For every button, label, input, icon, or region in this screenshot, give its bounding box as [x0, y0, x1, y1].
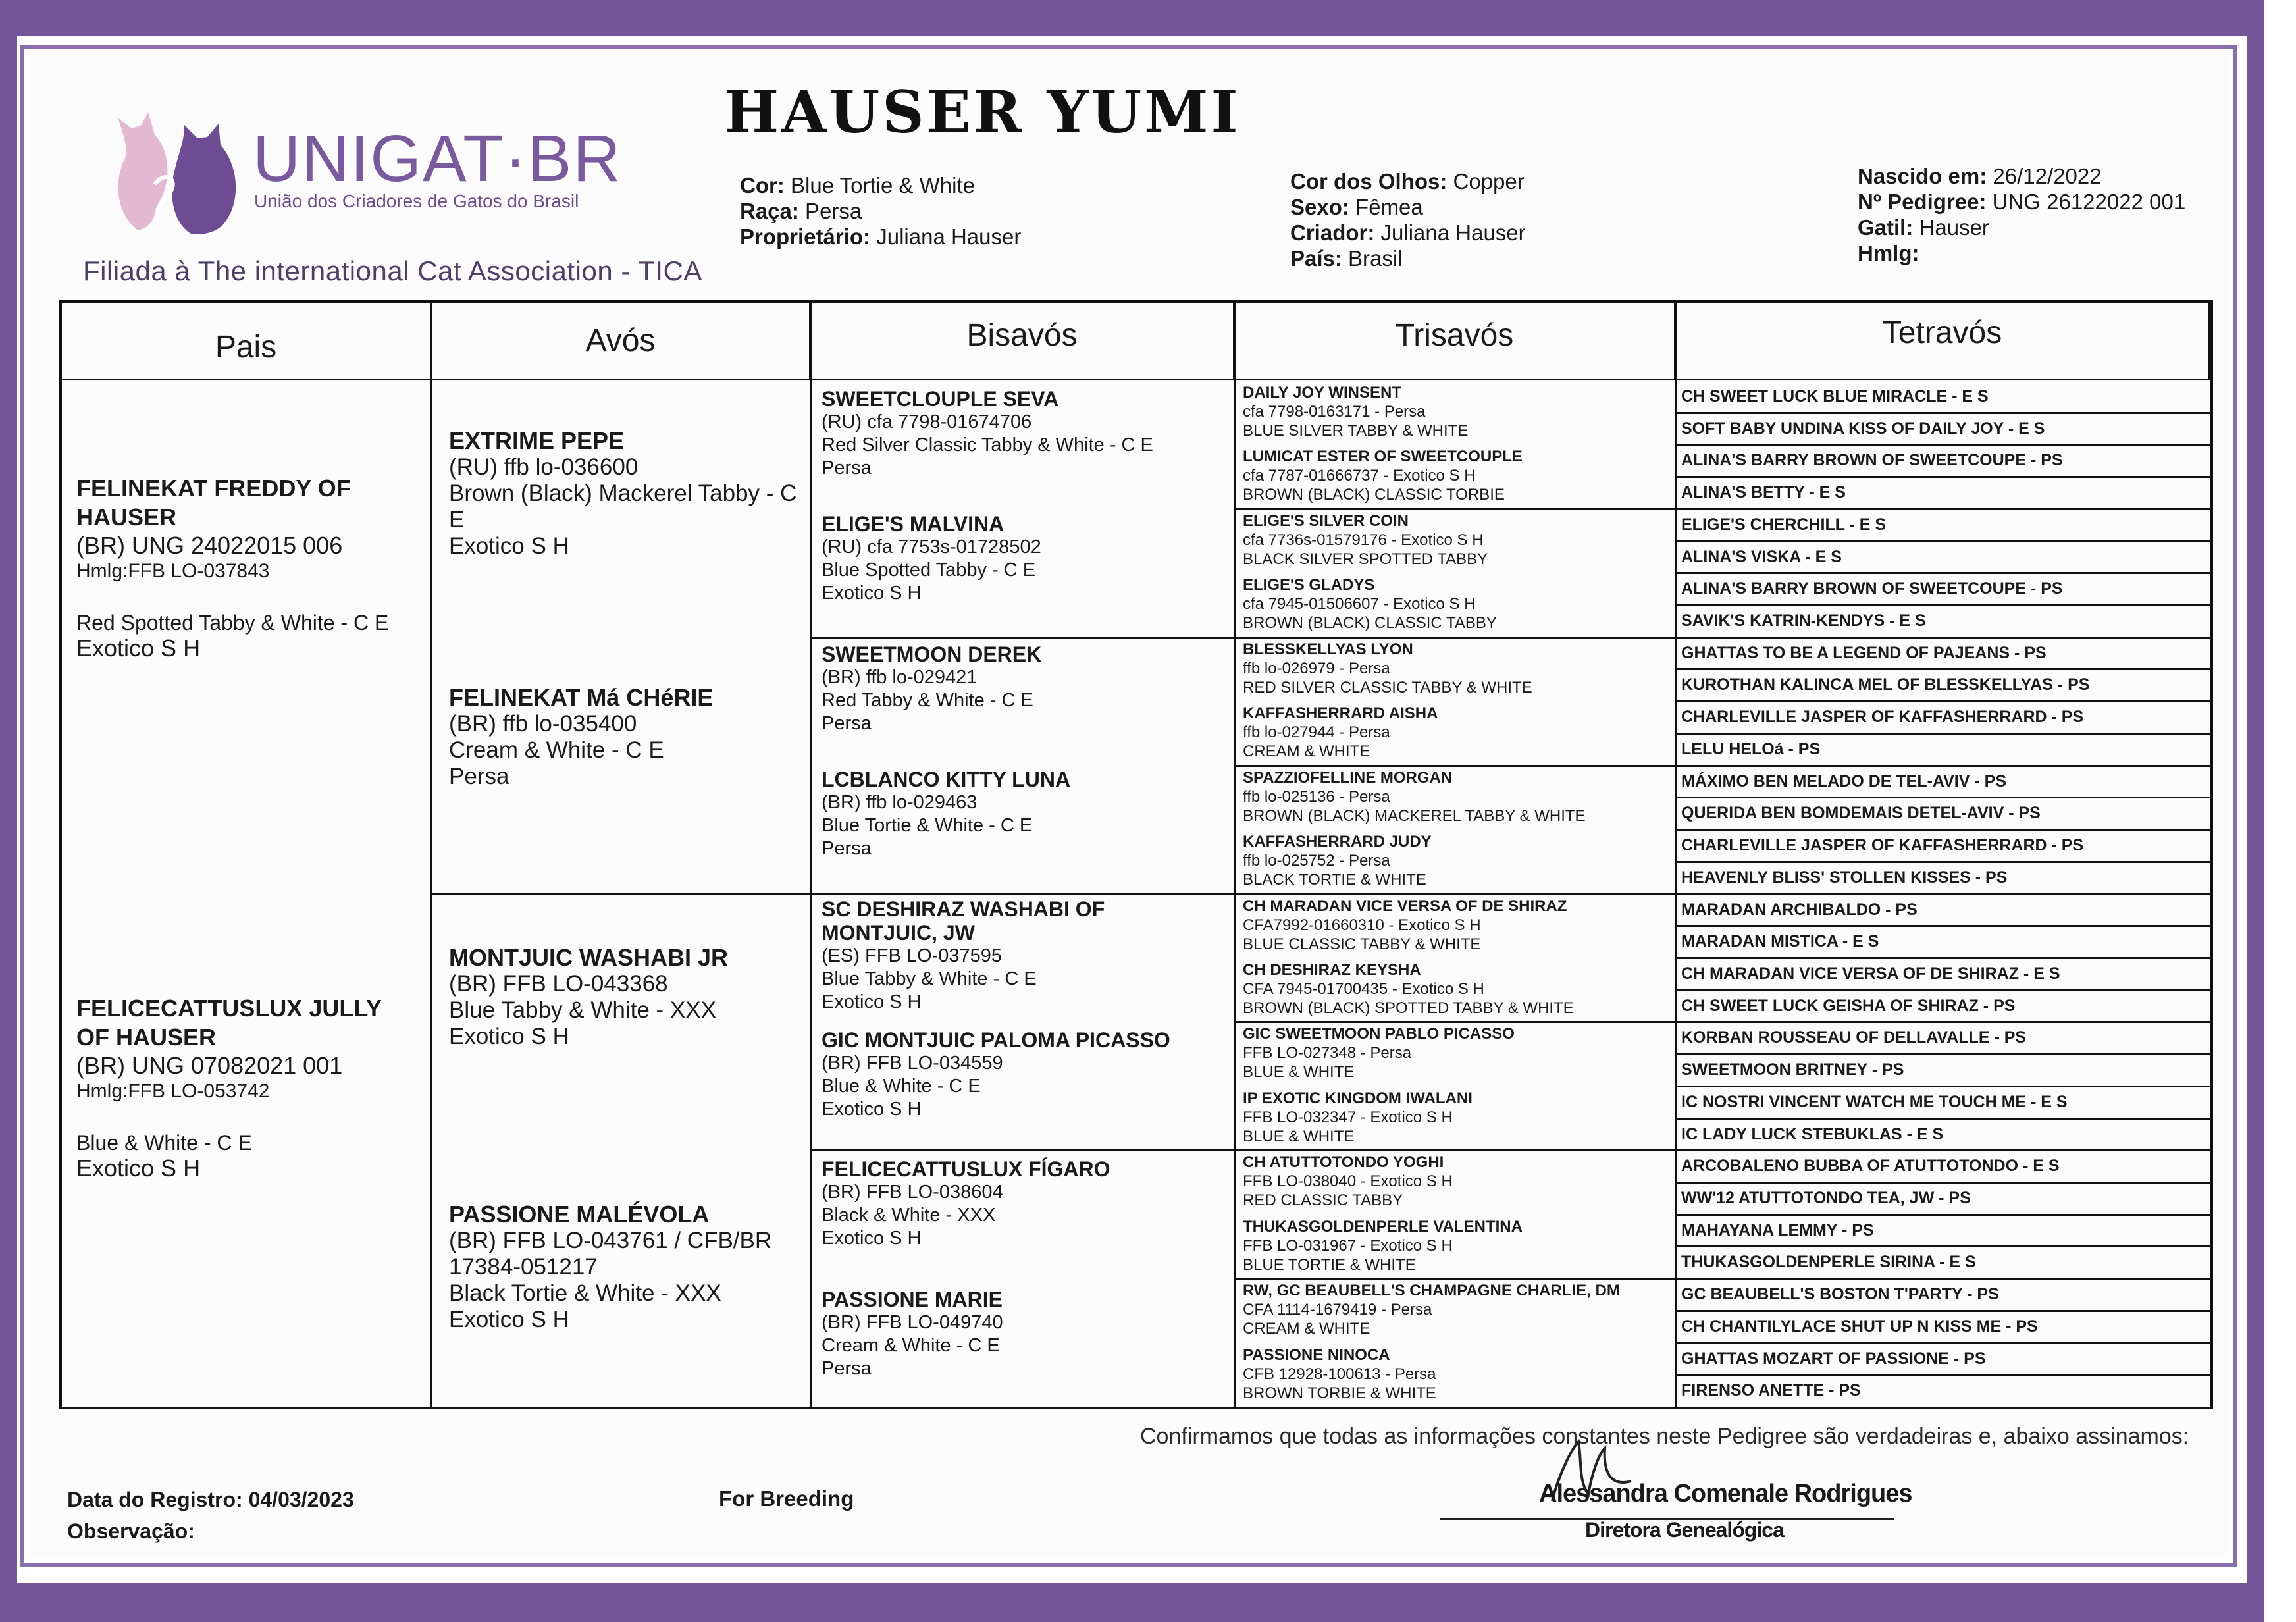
grandparent-detail: (BR) ffb lo-035400: [449, 711, 637, 737]
gg-grandparent-detail: cfa 7736s-01579176 - Exotico S H: [1243, 531, 1484, 549]
cat-info-row: [1290, 169, 1526, 194]
great-grandparent-detail: Blue & White - C E: [822, 1076, 981, 1097]
ggg-grandparent-name: FIRENSO ANETTE - PS: [1681, 1381, 1861, 1400]
cat-info-label: Criador:: [1290, 221, 1375, 245]
ggg-grandparent-name: MARADAN ARCHIBALDO - PS: [1681, 900, 1918, 919]
great-grandparent-detail: Blue Tabby & White - C E: [822, 968, 1037, 989]
gg-grandparent-detail: BLUE SILVER TABBY & WHITE: [1243, 422, 1469, 440]
gg-grandparent-detail: RED CLASSIC TABBY: [1243, 1191, 1403, 1210]
grandparent-cell: [449, 945, 818, 1050]
ggg-grandparent-name: CHARLEVILLE JASPER OF KAFFASHERRARD - PS: [1681, 708, 2084, 727]
parent-color: Blue & White - C E: [76, 1131, 252, 1155]
grandparent-name: FELINEKAT Má CHéRIE: [449, 685, 714, 711]
cat-info-value: 26/12/2022: [1987, 164, 2102, 188]
great-grandparent-detail: (BR) ffb lo-029421: [822, 667, 978, 688]
great-grandparent-detail: (BR) ffb lo-029463: [822, 792, 978, 813]
cat-info-value: Juliana Hauser: [870, 224, 1022, 249]
ggg-grandparent-name: WW'12 ATUTTOTONDO TEA, JW - PS: [1681, 1188, 1971, 1207]
gg-grandparent-name: KAFFASHERRARD AISHA: [1243, 704, 1438, 723]
gg-grandparent-name: CH MARADAN VICE VERSA OF DE SHIRAZ: [1243, 897, 1567, 915]
grandparent-detail: (BR) FFB LO-043761 / CFB/BR: [449, 1228, 772, 1253]
gg-grandparent-cell: [1243, 1346, 1671, 1403]
gg-grandparent-detail: CFA 7945-01700435 - Exotico S H: [1243, 980, 1484, 998]
pedigree-header: Trisavós: [1235, 303, 1676, 380]
gg-grandparent-detail: BROWN (BLACK) CLASSIC TABBY: [1243, 614, 1497, 633]
pedigree-header: Tetravós: [1676, 303, 2210, 380]
great-grandparent-detail: Black & White - XXX: [822, 1205, 996, 1226]
grandparent-name: EXTRIME PEPE: [449, 428, 625, 454]
gg-grandparent-cell: [1243, 960, 1671, 1018]
observation-label: Observação:: [67, 1519, 195, 1543]
pedigree-header: Pais: [62, 303, 432, 380]
gg-grandparent-cell: [1243, 1024, 1671, 1082]
grandparent-cell: [449, 428, 818, 560]
cat-info-row: [740, 224, 1021, 249]
cat-info-value: Brasil: [1342, 246, 1403, 271]
great-grandparent-cell: [822, 897, 1230, 1014]
great-grandparent-detail: Persa: [822, 838, 872, 859]
gg-grandparent-name: CH ATUTTOTONDO YOGHI: [1243, 1153, 1444, 1172]
great-grandparent-cell: [822, 1157, 1230, 1250]
cat-info-label: Cor dos Olhos:: [1290, 169, 1448, 194]
great-grandparent-detail: Exotico S H: [822, 1228, 922, 1249]
gg-grandparent-detail: BLACK SILVER SPOTTED TABBY: [1243, 550, 1488, 568]
gg-grandparent-detail: ffb lo-025136 - Persa: [1243, 787, 1390, 806]
great-grandparent-name: SWEETCLOUPLE SEVA: [822, 387, 1059, 411]
grandparent-detail: Persa: [449, 764, 509, 789]
parent-name: FELINEKAT FREDDY OF: [76, 475, 351, 502]
great-grandparent-cell: [822, 387, 1230, 480]
great-grandparent-detail: Red Silver Classic Tabby & White - C E: [822, 434, 1153, 456]
great-grandparent-cell: [822, 512, 1230, 605]
great-grandparent-detail: (BR) FFB LO-034559: [822, 1053, 1003, 1074]
ggg-grandparent-name: SWEETMOON BRITNEY - PS: [1681, 1060, 1904, 1080]
gg-grandparent-name: CH DESHIRAZ KEYSHA: [1243, 960, 1421, 979]
gg-grandparent-detail: BLUE & WHITE: [1243, 1127, 1355, 1145]
cat-info-col3: [1858, 163, 2185, 266]
gg-grandparent-detail: CFA 1114-1679419 - Persa: [1243, 1301, 1432, 1319]
ggg-grandparent-name: ALINA'S BARRY BROWN OF SWEETCOUPE - PS: [1681, 579, 2063, 598]
gg-grandparent-cell: [1243, 897, 1671, 954]
great-grandparent-detail: Persa: [822, 713, 872, 734]
cat-info-label: Cor:: [740, 173, 785, 197]
ggg-grandparent-name: HEAVENLY BLISS' STOLLEN KISSES - PS: [1681, 868, 2008, 887]
column-divider: [1234, 303, 1236, 1407]
cat-info-row: [1290, 194, 1526, 220]
cat-info-row: [1290, 246, 1526, 271]
gg-grandparent-detail: BLACK TORTIE & WHITE: [1243, 871, 1426, 889]
ggg-grandparent-name: CH SWEET LUCK GEISHA OF SHIRAZ - PS: [1681, 996, 2016, 1015]
grandparent-cell: [449, 685, 818, 790]
gg-grandparent-detail: CREAM & WHITE: [1243, 1320, 1370, 1338]
column-divider: [430, 303, 432, 1407]
gg-grandparent-name: IP EXOTIC KINGDOM IWALANI: [1243, 1089, 1473, 1107]
parent-cell: [76, 994, 425, 1182]
gg-grandparent-detail: ffb lo-026979 - Persa: [1243, 659, 1390, 677]
cat-info-label: Proprietário:: [740, 224, 871, 249]
cat-info-value: Blue Tortie & White: [784, 173, 976, 197]
gg-grandparent-name: LUMICAT ESTER OF SWEETCOUPLE: [1243, 448, 1523, 466]
great-grandparent-name: PASSIONE MARIE: [822, 1288, 1003, 1311]
cat-info-value: Copper: [1447, 169, 1525, 194]
gg-grandparent-name: DAILY JOY WINSENT: [1243, 384, 1401, 402]
ggg-grandparent-name: ALINA'S BETTY - E S: [1681, 483, 1846, 502]
gg-grandparent-detail: cfa 7945-01506607 - Exotico S H: [1243, 595, 1476, 614]
cat-info-label: Sexo:: [1290, 195, 1349, 219]
great-grandparent-name: GIC MONTJUIC PALOMA PICASSO: [822, 1028, 1170, 1052]
great-grandparent-cell: [822, 1028, 1230, 1121]
cat-logo-icon: [92, 105, 250, 237]
gg-grandparent-detail: CFA7992-01660310 - Exotico S H: [1243, 916, 1481, 934]
grandparent-detail: (RU) ffb lo-036600: [449, 454, 639, 480]
pedigree-header: Bisavós: [811, 303, 1235, 380]
great-grandparent-detail: (RU) cfa 7753s-01728502: [822, 536, 1041, 558]
cat-info-row: [740, 172, 1021, 198]
gg-grandparent-detail: BLUE TORTIE & WHITE: [1243, 1255, 1416, 1274]
grandparent-detail: 17384-051217: [449, 1254, 598, 1280]
gg-grandparent-name: SPAZZIOFELLINE MORGAN: [1243, 768, 1453, 787]
gg-grandparent-cell: [1243, 447, 1671, 504]
org-subtitle: União dos Criadores de Gatos do Brasil: [254, 191, 579, 211]
great-grandparent-detail: Exotico S H: [822, 583, 922, 604]
parent-breed: Exotico S H: [76, 1155, 201, 1182]
org-logo-text: UNIGAT·BR: [253, 122, 622, 196]
gg-grandparent-name: KAFFASHERRARD JUDY: [1243, 833, 1432, 851]
cat-info-value: Hauser: [1913, 215, 1989, 240]
ggg-grandparent-name: QUERIDA BEN BOMDEMAIS DETEL-AVIV - PS: [1681, 804, 2041, 823]
gg-grandparent-detail: CREAM & WHITE: [1243, 743, 1370, 761]
gg-grandparent-name: ELIGE'S SILVER COIN: [1243, 511, 1409, 530]
great-grandparent-name: SC DESHIRAZ WASHABI OF: [822, 897, 1105, 921]
ggg-grandparent-name: MAHAYANA LEMMY - PS: [1681, 1220, 1874, 1240]
breeding-status: For Breeding: [719, 1486, 854, 1511]
ggg-grandparent-name: ALINA'S BARRY BROWN OF SWEETCOUPE - PS: [1681, 451, 2063, 470]
great-grandparent-name: ELIGE'S MALVINA: [822, 512, 1004, 536]
gg-grandparent-name: ELIGE'S GLADYS: [1243, 576, 1375, 594]
great-grandparent-detail: Blue Spotted Tabby - C E: [822, 560, 1036, 581]
spacer: [76, 583, 425, 611]
ggg-grandparent-name: LELU HELOá - PS: [1681, 739, 1821, 758]
cat-info-label: Hmlg:: [1858, 241, 1919, 265]
ggg-grandparent-name: KUROTHAN KALINCA MEL OF BLESSKELLYAS - PS: [1681, 675, 2090, 694]
pedigree-header: Avós: [432, 303, 811, 380]
ggg-grandparent-name: GHATTAS MOZART OF PASSIONE - PS: [1681, 1349, 1986, 1368]
gg-grandparent-detail: ffb lo-025752 - Persa: [1243, 852, 1390, 870]
great-grandparent-detail: Cream & White - C E: [822, 1335, 1000, 1356]
gg-grandparent-detail: BLUE CLASSIC TABBY & WHITE: [1243, 935, 1481, 953]
gg-grandparent-detail: ffb lo-027944 - Persa: [1243, 723, 1390, 742]
gg-grandparent-cell: [1243, 575, 1671, 633]
grandparent-detail: Exotico S H: [449, 533, 569, 559]
registration-date: Data do Registro: 04/03/2023: [67, 1488, 354, 1511]
signer-name: Alessandra Comenale Rodrigues: [1539, 1480, 1912, 1507]
affiliation-text: Filiada à The international Cat Association - TICA: [83, 255, 702, 286]
cat-info-value: Persa: [798, 199, 862, 223]
cat-name-title: HAUSER YUMI: [724, 78, 1241, 146]
gg-grandparent-cell: [1243, 511, 1671, 569]
ggg-grandparent-name: ELIGE'S CHERCHILL - E S: [1681, 515, 1887, 534]
parent-cell: [76, 474, 425, 662]
parent-breed: Exotico S H: [76, 635, 201, 662]
column-divider: [1675, 303, 1677, 1407]
gg-grandparent-detail: FFB LO-027348 - Persa: [1243, 1044, 1412, 1062]
grandparent-detail: Exotico S H: [449, 1307, 569, 1332]
great-grandparent-detail: Blue Tortie & White - C E: [822, 815, 1033, 836]
gg-grandparent-cell: [1243, 704, 1671, 761]
great-grandparent-detail: (BR) FFB LO-049740: [822, 1312, 1003, 1333]
parent-hmlg: Hmlg:FFB LO-037843: [76, 560, 270, 582]
gg-grandparent-cell: [1243, 1281, 1671, 1338]
grandparent-detail: Brown (Black) Mackerel Tabby - C E: [449, 481, 797, 533]
cat-info-value: Juliana Hauser: [1374, 221, 1526, 245]
parent-reg: (BR) UNG 07082021 001: [76, 1052, 343, 1079]
great-grandparent-detail: (BR) FFB LO-038604: [822, 1182, 1003, 1203]
great-grandparent-cell: [822, 1288, 1230, 1380]
parent-color: Red Spotted Tabby & White - C E: [76, 611, 389, 635]
signer-title: Diretora Genealógica: [1585, 1518, 1784, 1542]
gg-grandparent-name: THUKASGOLDENPERLE VALENTINA: [1243, 1217, 1523, 1236]
gg-grandparent-cell: [1243, 640, 1671, 697]
cat-info-row: [1858, 215, 2185, 240]
cat-info-label: Nº Pedigree:: [1858, 190, 1987, 214]
great-grandparent-detail: Exotico S H: [822, 1099, 922, 1120]
parent-name: FELICECATTUSLUX JULLY: [76, 995, 382, 1022]
cat-info-value: UNG 26122022 001: [1986, 190, 2186, 214]
ggg-grandparent-name: CHARLEVILLE JASPER OF KAFFASHERRARD - PS: [1681, 836, 2084, 855]
grandparent-cell: [449, 1201, 818, 1333]
gg-grandparent-cell: [1243, 1089, 1671, 1146]
great-grandparent-detail: Persa: [822, 1358, 872, 1379]
great-grandparent-detail: Red Tabby & White - C E: [822, 690, 1033, 711]
parent-hmlg: Hmlg:FFB LO-053742: [76, 1080, 270, 1102]
gg-grandparent-cell: [1243, 1153, 1671, 1210]
cat-info-value: Fêmea: [1349, 195, 1423, 219]
parent-reg: (BR) UNG 24022015 006: [76, 532, 343, 559]
gg-grandparent-detail: FFB LO-038040 - Exotico S H: [1243, 1172, 1453, 1191]
grandparent-detail: Exotico S H: [449, 1024, 569, 1049]
grandparent-detail: Cream & White - C E: [449, 737, 664, 763]
great-grandparent-name: MONTJUIC, JW: [822, 921, 975, 945]
cat-info-row: [740, 198, 1021, 224]
cat-info-col1: [740, 172, 1021, 249]
ggg-grandparent-name: THUKASGOLDENPERLE SIRINA - E S: [1681, 1253, 1976, 1272]
great-grandparent-detail: Persa: [822, 458, 872, 479]
gg-grandparent-cell: [1243, 1217, 1671, 1274]
ggg-grandparent-name: IC NOSTRI VINCENT WATCH ME TOUCH ME - E S: [1681, 1092, 2068, 1111]
ggg-grandparent-name: MARADAN MISTICA - E S: [1681, 932, 1879, 951]
cat-info-row: [1858, 240, 2185, 266]
gg-grandparent-detail: cfa 7798-0163171 - Persa: [1243, 403, 1426, 421]
gg-grandparent-cell: [1243, 832, 1671, 889]
gg-grandparent-detail: RED SILVER CLASSIC TABBY & WHITE: [1243, 678, 1532, 696]
ggg-grandparent-name: CH MARADAN VICE VERSA OF DE SHIRAZ - E S: [1681, 964, 2060, 983]
grandparent-detail: (BR) FFB LO-043368: [449, 971, 668, 997]
gg-grandparent-cell: [1243, 383, 1671, 440]
great-grandparent-name: SWEETMOON DEREK: [822, 642, 1042, 666]
parent-name: OF HAUSER: [76, 1024, 217, 1051]
ggg-grandparent-name: IC LADY LUCK STEBUKLAS - E S: [1681, 1124, 1944, 1143]
cat-info-col2: [1290, 169, 1526, 271]
confirmation-text: Confirmamos que todas as informações constantes neste Pedigree são verdadeiras e, abaixo assinamos:: [1140, 1424, 2189, 1449]
grandparent-name: PASSIONE MALÉVOLA: [449, 1201, 710, 1228]
cat-info-row: [1858, 189, 2185, 215]
gg-grandparent-detail: FFB LO-031967 - Exotico S H: [1243, 1236, 1453, 1255]
cat-info-row: [1290, 220, 1526, 246]
parent-name: HAUSER: [76, 504, 177, 531]
gg-grandparent-cell: [1243, 768, 1671, 825]
ggg-grandparent-name: CH SWEET LUCK BLUE MIRACLE - E S: [1681, 387, 1989, 406]
gg-grandparent-name: BLESSKELLYAS LYON: [1243, 640, 1413, 658]
gg-grandparent-name: GIC SWEETMOON PABLO PICASSO: [1243, 1025, 1515, 1043]
gg-grandparent-detail: BROWN (BLACK) SPOTTED TABBY & WHITE: [1243, 999, 1574, 1017]
gg-grandparent-detail: BROWN TORBIE & WHITE: [1243, 1384, 1436, 1402]
cat-info-row: [1858, 163, 2185, 189]
grandparent-detail: Blue Tabby & White - XXX: [449, 997, 716, 1023]
ggg-grandparent-name: SAVIK'S KATRIN-KENDYS - E S: [1681, 612, 1926, 631]
gg-grandparent-detail: FFB LO-032347 - Exotico S H: [1243, 1108, 1453, 1126]
ggg-grandparent-name: MÁXIMO BEN MELADO DE TEL-AVIV - PS: [1681, 772, 2006, 791]
grandparent-name: MONTJUIC WASHABI JR: [449, 945, 729, 971]
cat-info-label: Raça:: [740, 199, 799, 223]
gg-grandparent-detail: BLUE & WHITE: [1243, 1063, 1355, 1082]
spacer: [76, 1103, 425, 1131]
gg-grandparent-detail: BROWN (BLACK) MACKEREL TABBY & WHITE: [1243, 806, 1586, 825]
great-grandparent-detail: Exotico S H: [822, 991, 922, 1012]
gg-grandparent-name: RW, GC BEAUBELL'S CHAMPAGNE CHARLIE, DM: [1243, 1282, 1620, 1300]
gg-grandparent-detail: cfa 7787-01666737 - Exotico S H: [1243, 467, 1476, 485]
grandparent-detail: Black Tortie & White - XXX: [449, 1280, 721, 1306]
ggg-grandparent-name: KORBAN ROUSSEAU OF DELLAVALLE - PS: [1681, 1028, 2027, 1047]
gg-grandparent-name: PASSIONE NINOCA: [1243, 1346, 1390, 1364]
great-grandparent-cell: [822, 768, 1230, 860]
cat-info-label: Nascido em:: [1858, 164, 1987, 188]
ggg-grandparent-name: SOFT BABY UNDINA KISS OF DAILY JOY - E S: [1681, 419, 2045, 438]
cat-info-label: País:: [1290, 246, 1342, 271]
ggg-grandparent-name: ARCOBALENO BUBBA OF ATUTTOTONDO - E S: [1681, 1157, 2060, 1176]
ggg-grandparent-name: CH CHANTILYLACE SHUT UP N KISS ME - PS: [1681, 1317, 2038, 1336]
gg-grandparent-detail: CFB 12928-100613 - Persa: [1243, 1365, 1436, 1383]
great-grandparent-detail: (ES) FFB LO-037595: [822, 945, 1002, 966]
ggg-grandparent-name: GHATTAS TO BE A LEGEND OF PAJEANS - PS: [1681, 643, 2047, 662]
great-grandparent-name: FELICECATTUSLUX FÍGARO: [822, 1157, 1110, 1181]
ggg-grandparent-name: ALINA'S VISKA - E S: [1681, 547, 1842, 566]
cat-info-label: Gatil:: [1858, 215, 1914, 240]
pedigree-table: [59, 300, 2213, 1409]
great-grandparent-name: LCBLANCO KITTY LUNA: [822, 768, 1071, 791]
great-grandparent-cell: [822, 642, 1230, 735]
gg-grandparent-detail: BROWN (BLACK) CLASSIC TORBIE: [1243, 486, 1505, 504]
ggg-grandparent-name: GC BEAUBELL'S BOSTON T'PARTY - PS: [1681, 1285, 1999, 1304]
great-grandparent-detail: (RU) cfa 7798-01674706: [822, 411, 1032, 432]
